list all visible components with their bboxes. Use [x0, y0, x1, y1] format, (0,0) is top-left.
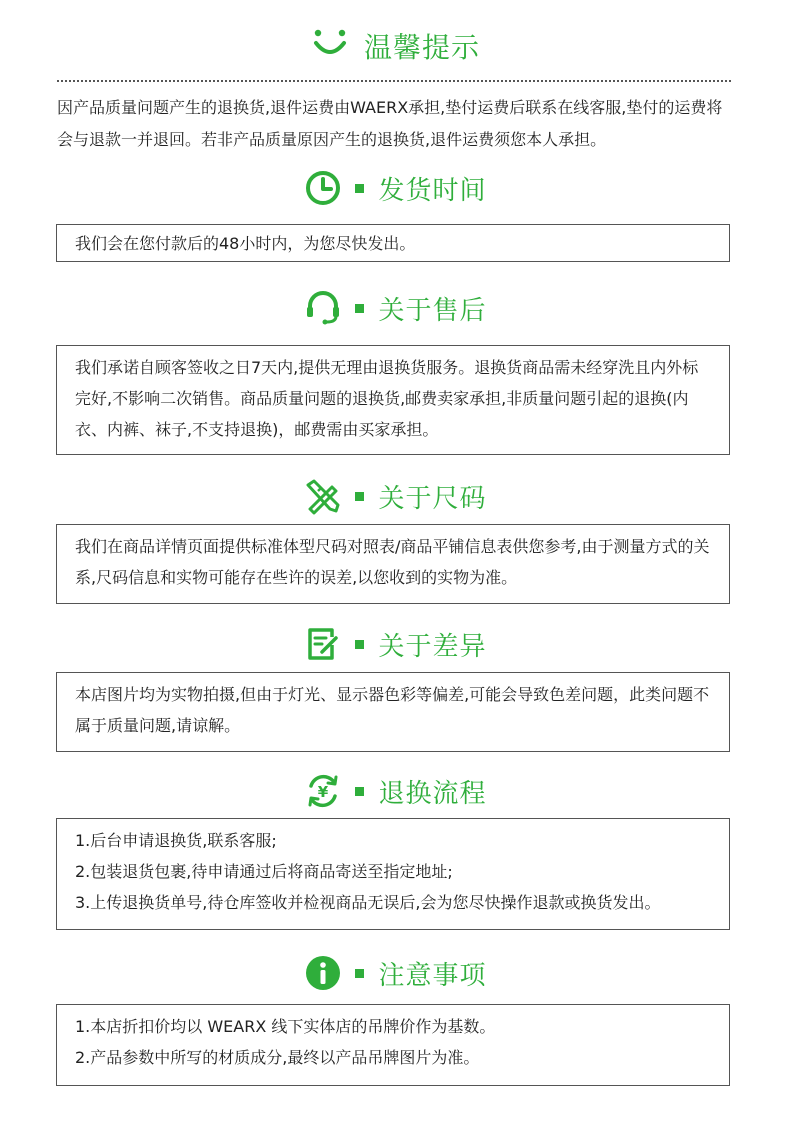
- document-edit-icon: [303, 624, 343, 664]
- section-box-difference: [56, 672, 730, 752]
- section-line: 本店图片均为实物拍摄,但由于灯光、显示器色彩等偏差,可能会导致色差问题，此类问题不属于质量问题,请谅解。: [75, 685, 710, 735]
- section-title-text: 关于售后: [378, 295, 487, 326]
- title-dot: [355, 184, 364, 193]
- intro-text: 因产品质量问题产生的退换货,退件运费由WAERX承担,垫付运费后联系在线客服,垫付的运费将会与退款一并退回。若非产品质量原因产生的退换货,退件运费须您本人承担。: [57, 98, 723, 149]
- section-line: 2.包装退货包裹,待申请通过后将商品寄送至指定地址;: [75, 862, 453, 881]
- section-line: 1.本店折扣价均以 WEARX 线下实体店的吊牌价作为基数。: [75, 1017, 496, 1036]
- section-title-text: 注意事项: [378, 960, 487, 991]
- section-box-size: [56, 524, 730, 604]
- section-title-text: 发货时间: [378, 175, 487, 206]
- section-line: 1.后台申请退换货,联系客服;: [75, 831, 277, 850]
- section-box-notes: [56, 1004, 730, 1086]
- section-title-notes: [0, 951, 790, 995]
- section-line: 我们在商品详情页面提供标准体型尺码对照表/商品平铺信息表供您参考,由于测量方式的关系,尺码信息和实物可能存在些许的误差,以您收到的实物为准。: [75, 537, 710, 587]
- page-header: [0, 26, 790, 66]
- section-title-text: 关于尺码: [378, 483, 487, 514]
- section-title-aftersale: [0, 286, 790, 330]
- title-dot: [355, 492, 364, 501]
- section-box-aftersale: [56, 345, 730, 455]
- info-icon: [303, 953, 343, 993]
- section-line: 3.上传退换货单号,待仓库签收并检视商品无误后,会为您尽快操作退款或换货发出。: [75, 893, 661, 912]
- section-box-process: [56, 818, 730, 930]
- smile-icon: [310, 27, 350, 65]
- title-dot: [355, 787, 364, 796]
- section-box-shipping: [56, 224, 730, 262]
- section-title-text: 退换流程: [378, 778, 487, 809]
- page-title: 温馨提示: [363, 31, 480, 64]
- ruler-pencil-icon: [303, 476, 343, 516]
- section-line: 我们承诺自顾客签收之日7天内,提供无理由退换货服务。退换货商品需未经穿洗且内外标完好,不影响二次销售。商品质量问题的退换货,邮费卖家承担,非质量问题引起的退换(内衣、内裤、袜子,不支持退换)，邮费需由买家承担。: [75, 358, 699, 439]
- headset-icon: [303, 288, 343, 328]
- title-dot: [355, 969, 364, 978]
- yen-exchange-icon: [303, 771, 343, 811]
- section-title-size: [0, 474, 790, 518]
- section-line: 我们会在您付款后的48小时内，为您尽快发出。: [75, 234, 416, 253]
- section-title-text: 关于差异: [378, 631, 487, 662]
- title-dot: [355, 640, 364, 649]
- section-line: 2.产品参数中所写的材质成分,最终以产品吊牌图片为准。: [75, 1048, 480, 1067]
- title-dot: [355, 304, 364, 313]
- section-title-shipping: [0, 166, 790, 210]
- section-title-process: [0, 769, 790, 813]
- section-title-difference: [0, 622, 790, 666]
- divider: [57, 80, 731, 82]
- clock-icon: [303, 168, 343, 208]
- svg-text:¥: ¥: [318, 783, 329, 801]
